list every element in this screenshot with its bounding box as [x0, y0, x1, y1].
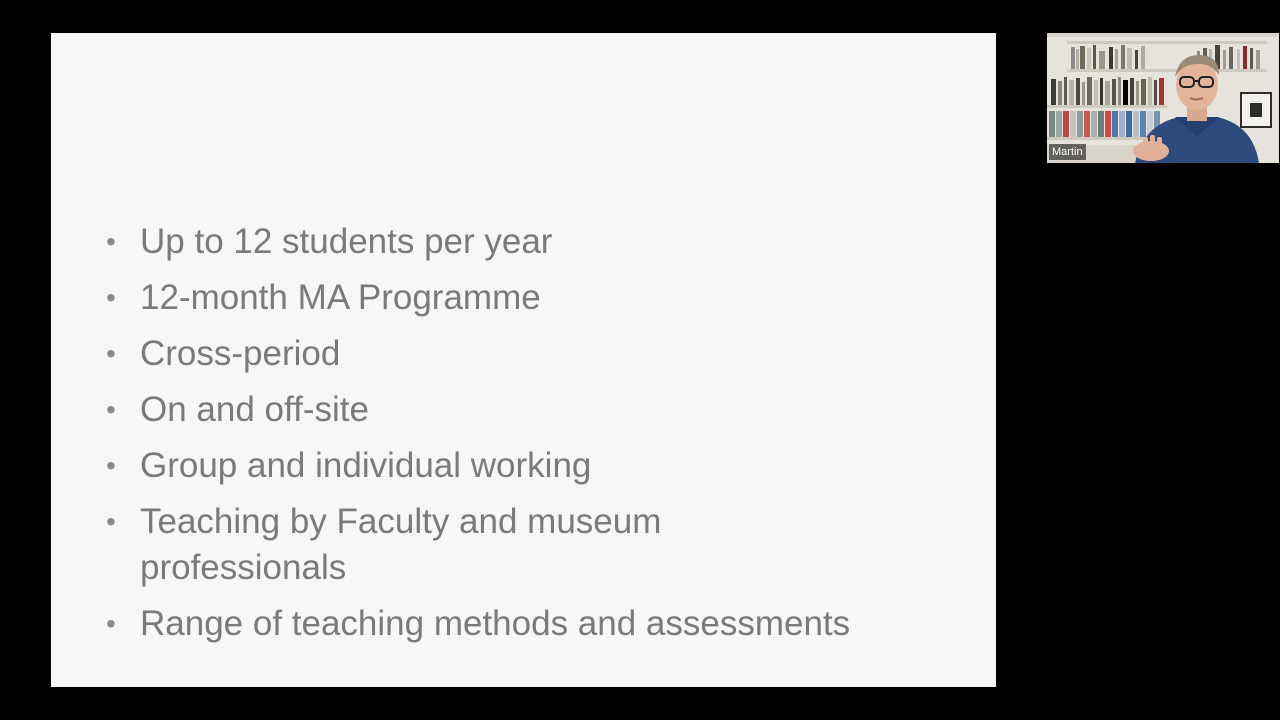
bullet-item	[51, 499, 740, 591]
bullet-dot-icon: •	[106, 282, 116, 313]
bullet-dot-icon: •	[106, 394, 116, 425]
bullet-item	[51, 275, 996, 321]
bullet-dot-icon: •	[106, 226, 116, 257]
bullet-text: Up to 12 students per year	[140, 222, 553, 261]
bullet-text: On and off-site	[140, 390, 369, 429]
bullet-dot-icon: •	[106, 506, 116, 537]
bullet-item	[51, 219, 996, 265]
bullet-text: 12-month MA Programme	[140, 278, 541, 317]
bullet-list	[51, 219, 996, 657]
bullet-item	[51, 443, 996, 489]
bullet-dot-icon: •	[106, 608, 116, 639]
shared-slide	[51, 33, 996, 687]
bullet-text: Teaching by Faculty and museum professionals	[140, 502, 662, 587]
bullet-dot-icon: •	[106, 450, 116, 481]
bullet-text: Range of teaching methods and assessments	[140, 604, 851, 643]
bullet-item	[51, 331, 996, 377]
bullet-dot-icon: •	[106, 338, 116, 369]
bullet-item	[51, 387, 996, 433]
bullet-text: Group and individual working	[140, 446, 592, 485]
participant-name-label: Martin	[1049, 144, 1086, 160]
participant-video-tile[interactable]	[1047, 33, 1279, 163]
bullet-item	[51, 601, 996, 647]
bullet-text: Cross-period	[140, 334, 341, 373]
